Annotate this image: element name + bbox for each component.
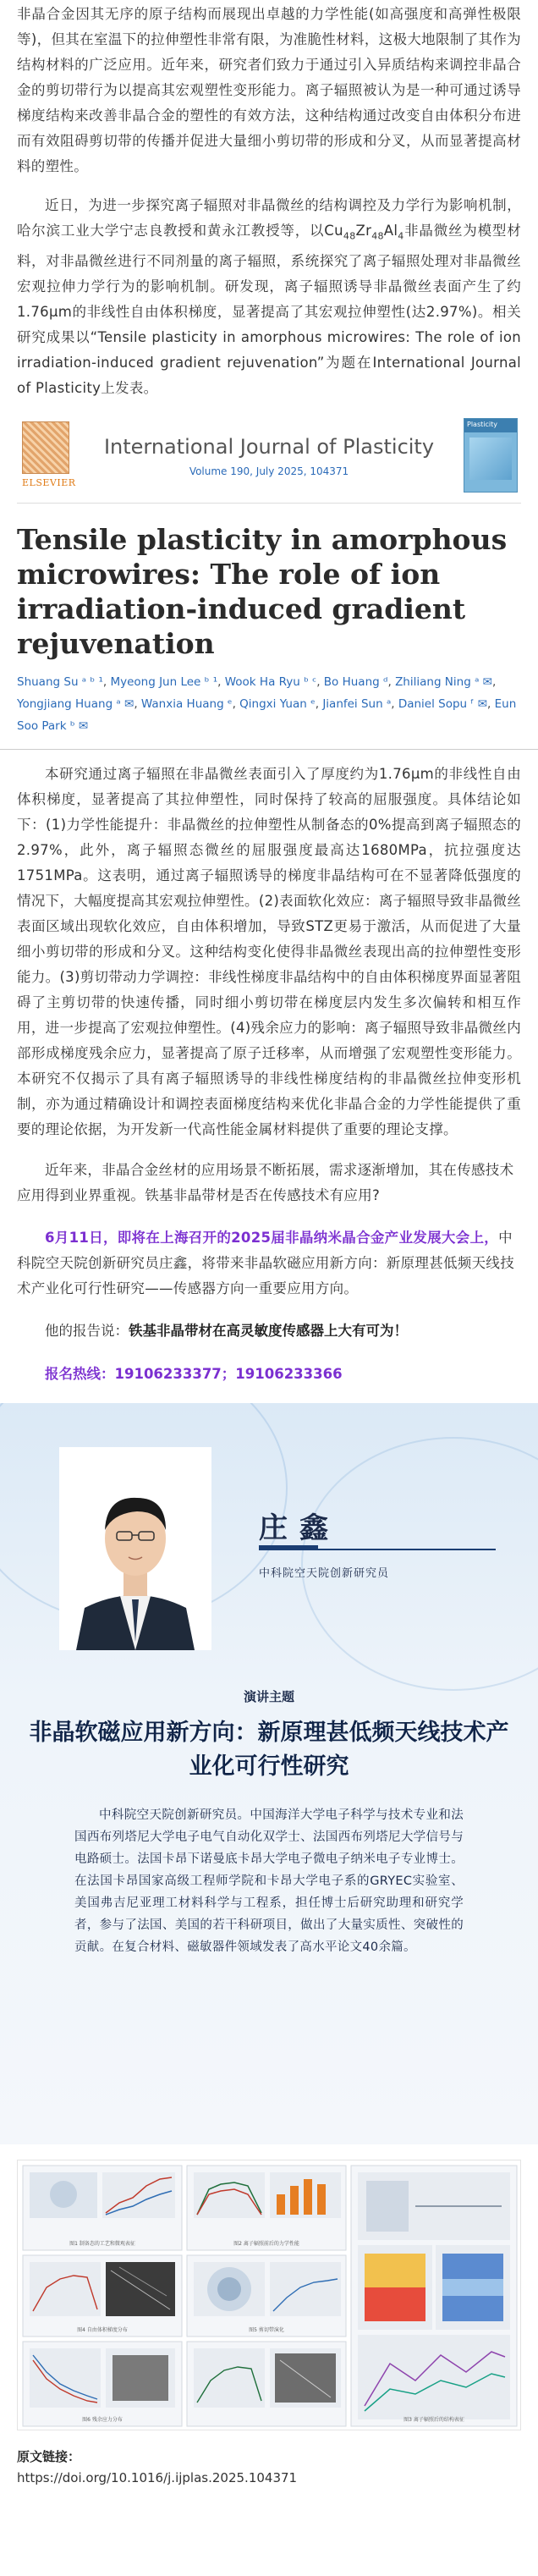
author-separator: ,	[316, 675, 324, 690]
speaker-bio: 中科院空天院创新研究员。中国海洋大学电子科学与技术专业和法国西布列塔尼大学电子电气自动化双学士、法国西布列塔尼大学信号与电路硕士。法国卡昂下诺曼底卡昂大学电子微电子纳米电子专业博士。在法国卡昂国家高级工程师学院和卡昂大学电子系的GRYEC实验室、美国弗吉尼亚理工材料科学与工程系，担任博士后研究助理和研究学者，参与了法国、美国的若干科研项目，做出了大量实质性、突破性的贡献。在复合材料、磁敏器件领域发表了高水平论文40余篇。	[74, 1808, 464, 1955]
speaker-affiliation: 中科院空天院创新研究员	[259, 1567, 390, 1581]
author-separator: ,	[134, 697, 141, 712]
author-name[interactable]: Yongjiang Huang ᵃ ✉	[17, 697, 134, 712]
author-separator: ,	[387, 675, 396, 690]
author-name[interactable]: Qingxi Yuan ᵉ	[239, 697, 316, 712]
journal-name[interactable]: International Journal of Plasticity	[103, 435, 435, 460]
portrait-illustration	[59, 1447, 211, 1650]
research-figure-grid	[17, 2160, 521, 2430]
author-name[interactable]: Wanxia Huang ᵉ	[140, 697, 233, 712]
speaker-name: 庄鑫	[259, 1511, 340, 1546]
abstract-paragraph: 本研究通过离子辐照在非晶微丝表面引入了厚度约为1.76μm的非线性自由体积梯度，显著提高了其拉伸塑性，同时保持了较高的屈服强度。具体结论如下：(1)力学性能提升：非晶微丝的拉伸塑性从制备态的0%提高到离子辐照态的2.97%，此外，离子辐照态微丝的屈服强度最高达1680MPa，抗拉强度达1751MPa。这表明，通过离子辐照诱导的梯度非晶结构可在不显著降低强度的情况下，大幅度提高其宏观拉伸塑性。(2)表面软化效应：离子辐照导致非晶微丝表面区域出现软化效应，自由体积增加，导致STZ更易于激活，从而促进了大量细小剪切带的形成和分叉。这种结构变化使得非晶微丝表现出高的拉伸塑性变形能力。(3)剪切带动力学调控：非线性梯度非晶结构中的自由体积梯度界面显著阻碍了主剪切带的快速传播，同时细小剪切带在梯度层内发生多次偏转和相互作用，进一步提高了宏观拉伸塑性。(4)残余应力的影响：离子辐照导致非晶微丝内部形成梯度残余应力，显著提高了原子迁移率，从而增强了宏观塑性变形能力。本研究不仅揭示了具有离子辐照诱导的非线性梯度结构的非晶微丝拉伸变形机制，亦为通过精确设计和调控表面梯度结构来优化非晶合金的力学性能提供了重要的理论依据，为开发新一代高性能金属材料提供了重要的理论支撑。	[17, 766, 521, 1138]
source-link[interactable]: https://doi.org/10.1016/j.ijplas.2025.104371	[17, 2470, 298, 2486]
name-divider	[259, 1549, 496, 1550]
talk-topic: 非晶软磁应用新方向：新原理甚低频天线技术产业化可行性研究	[29, 1720, 509, 1781]
subscript: 4	[398, 230, 404, 242]
author-name[interactable]: Wook Ha Ryu ᵇ ᶜ	[224, 675, 317, 690]
registration-hotline[interactable]: 报名热线：19106233377；19106233366	[45, 1366, 343, 1383]
para2-text-b: Zr	[355, 223, 372, 239]
speaker-card	[0, 1403, 538, 2144]
para2-text-a: 近日，为进一步探究离子辐照对非晶微丝的结构调控及力学行为影响机制，哈尔滨工业大学宁志良教授和黄永江教授等，以Cu	[17, 197, 521, 239]
author-separator: ,	[487, 697, 495, 712]
author-name[interactable]: Bo Huang ᵈ	[323, 675, 388, 690]
topic-label: 演讲主题	[243, 1689, 294, 1705]
speaker-portrait	[59, 1447, 211, 1650]
event-highlight: 6月11日，即将在上海召开的2025届非晶纳米晶合金产业发展大会上，	[45, 1230, 499, 1247]
intro-paragraph-2	[0, 193, 538, 401]
author-separator: ,	[102, 675, 111, 690]
para2-text-d: 非晶微丝为模型材料，对非晶微丝进行不同剂量的离子辐照，系统探究了离子辐照处理对非晶微丝宏观拉伸力学行为的影响机制。研发现，离子辐照诱导非晶微丝表面产生了约1.76μm的非线性自由体积梯度，显著提高了其宏观拉伸塑性(达2.97%)。相关研究成果以“Tensile plasticity in amorphous microwires: The role of ion irradiation-induced gradient rejuvenation”为题在International Journal of Plasticity上发表。	[17, 223, 521, 397]
paper-title: Tensile plasticity in amorphous microwires: The role of ion irradiation-induced gradient rejuvenation	[17, 523, 508, 661]
para2-text-c: Al	[383, 223, 398, 239]
author-separator: ,	[315, 697, 323, 712]
journal-cover-image	[464, 418, 518, 493]
author-list	[0, 661, 538, 750]
event-paragraph	[0, 1208, 538, 1302]
source-label: 原文链接：	[17, 2449, 81, 2465]
figure-caption: 图2 离子辐照前后的力学性能	[233, 2241, 299, 2248]
report-prefix: 他的报告说：	[45, 1323, 129, 1340]
subscript: 48	[343, 230, 356, 242]
cover-art	[469, 438, 512, 480]
figure-caption: 图1 制备态的工艺和微观表征	[69, 2241, 135, 2248]
intro-paragraph-1: 非晶合金因其无序的原子结构而展现出卓越的力学性能(如高强度和高弹性极限等)，但其在室温下的拉伸塑性非常有限，为准脆性材料，这极大地限制了其作为结构材料的广泛应用。近年来，研究者们致力于通过引入异质结构来调控非晶合金的剪切带行为以提高其宏观塑性变形能力。离子辐照被认为是一种可通过诱导梯度结构来改善非晶合金的塑性的有效方法，这种结构通过改变自由体积分布进而有效阻碍剪切带的传播并促进大量细小剪切带的形成和分叉，从而显著提高材料的塑性。	[17, 6, 521, 174]
author-name[interactable]: Eun Soo Park ᵇ ✉	[17, 697, 517, 734]
author-name[interactable]: Daniel Sopu ᶠ ✉	[398, 697, 488, 712]
report-paragraph	[0, 1302, 538, 1344]
figure-caption: 图5 剪切带演化	[249, 2327, 284, 2334]
author-name[interactable]: Jianfei Sun ᵃ	[322, 697, 392, 712]
author-name[interactable]: Zhiliang Ning ᵃ ✉	[395, 675, 492, 690]
event-text: 中科院空天院创新研究员庄鑫，将带来非晶软磁应用新方向：新原理甚低频天线技术产业化可行性研究——传感器方向一重要应用方向。	[17, 1230, 514, 1297]
author-separator: ,	[232, 697, 240, 712]
journal-banner	[17, 415, 521, 504]
author-separator: ,	[491, 675, 497, 690]
figure-panels	[18, 2160, 522, 2431]
figure-caption: 图3 离子辐照后的结构表征	[404, 2417, 464, 2424]
author-name[interactable]: Shuang Su ᵃ ᵇ ¹	[17, 675, 103, 690]
figure-caption: 图4 自由体积梯度分布	[77, 2327, 128, 2334]
cover-title: Plasticity	[464, 419, 517, 432]
journal-volume[interactable]: Volume 190, July 2025, 104371	[189, 465, 349, 478]
author-name[interactable]: Myeong Jun Lee ᵇ ¹	[110, 675, 218, 690]
context-paragraph: 近年来，非晶合金丝材的应用场景不断拓展，需求逐渐增加，其在传感技术应用得到业界重视。铁基非晶带材是否在传感技术有应用?	[17, 1162, 514, 1204]
author-separator: ,	[217, 675, 225, 690]
publisher-name: ELSEVIER	[22, 477, 76, 489]
report-quote: 铁基非晶带材在高灵敏度传感器上大有可为！	[129, 1323, 408, 1340]
author-separator: ,	[391, 697, 398, 712]
subscript: 48	[371, 230, 384, 242]
figure-caption: 图6 残余应力分布	[82, 2417, 123, 2424]
